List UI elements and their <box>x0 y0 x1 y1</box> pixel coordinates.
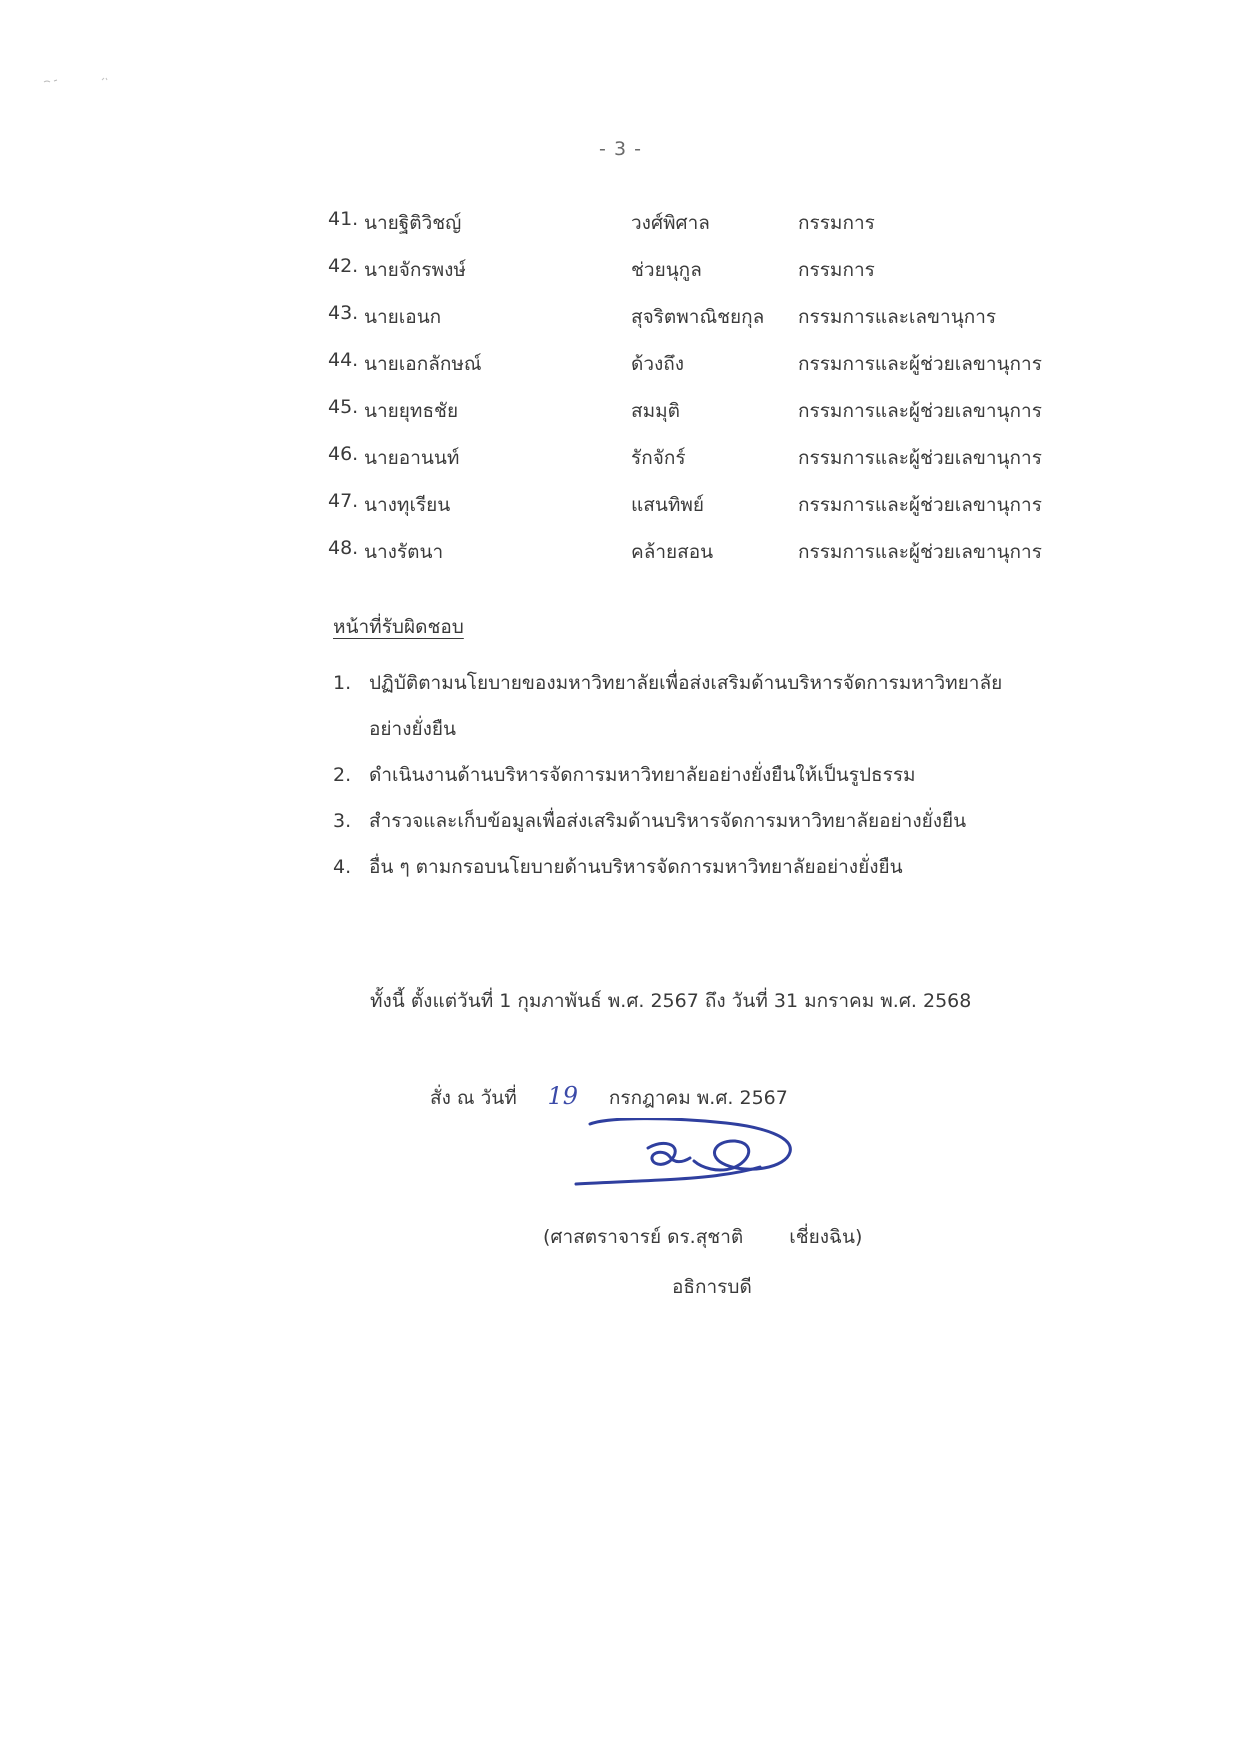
member-list <box>328 208 1108 584</box>
member-role: กรรมการ <box>798 212 875 234</box>
member-number: 41. <box>328 208 359 230</box>
page-number: - 3 - <box>599 138 642 160</box>
member-name: นายยุทธชัย <box>364 400 459 422</box>
member-role: กรรมการ <box>798 259 875 281</box>
item-text: สำรวจและเก็บข้อมูลเพื่อส่งเสริมด้านบริหารจัดการมหาวิทยาลัยอย่างยั่งยืน <box>369 810 967 832</box>
item-number: 1. <box>333 672 352 694</box>
member-name: นายอานนท์ <box>364 447 460 469</box>
member-surname: คล้ายสอน <box>631 541 714 563</box>
item-number: 2. <box>333 764 352 786</box>
member-number: 48. <box>328 537 359 559</box>
responsibilities-list <box>333 660 1113 890</box>
signature-mark <box>568 1118 818 1190</box>
signer-name <box>543 1222 862 1252</box>
item-text: ปฏิบัติตามนโยบายของมหาวิทยาลัยเพื่อส่งเสริมด้านบริหารจัดการมหาวิทยาลัย <box>369 672 1003 694</box>
member-surname: ช่วยนุกูล <box>631 259 702 281</box>
signer-title: อธิการบดี <box>672 1276 752 1298</box>
member-name: นางทุเรียน <box>364 494 451 516</box>
member-number: 43. <box>328 302 359 324</box>
member-row <box>328 302 1108 349</box>
member-name: นางรัตนา <box>364 541 444 563</box>
signer-name-first: (ศาสตราจารย์ ดร.สุชาติ <box>543 1226 744 1248</box>
member-name: นายเอกลักษณ์ <box>364 353 482 375</box>
member-name: นายเอนก <box>364 306 442 328</box>
list-item <box>333 752 1113 798</box>
member-number: 47. <box>328 490 359 512</box>
item-number: 3. <box>333 810 352 832</box>
member-role: กรรมการและเลขานุการ <box>798 306 997 328</box>
scan-marks <box>40 72 130 88</box>
member-surname: สมมุติ <box>631 400 680 422</box>
member-row <box>328 208 1108 255</box>
list-item <box>333 844 1113 890</box>
list-item <box>333 660 1113 752</box>
order-date-prefix: สั่ง ณ วันที่ <box>430 1087 517 1109</box>
member-row <box>328 349 1108 396</box>
member-surname: ด้วงถึง <box>631 353 685 375</box>
item-text-continued: อย่างยั่งยืน <box>369 718 457 740</box>
member-surname: วงศ์พิศาล <box>631 212 710 234</box>
list-item <box>333 798 1113 844</box>
responsibilities-heading: หน้าที่รับผิดชอบ <box>333 616 464 638</box>
member-surname: แสนทิพย์ <box>631 494 705 516</box>
member-surname: สุจริตพาณิชยกุล <box>631 306 765 328</box>
item-number: 4. <box>333 856 352 878</box>
member-row <box>328 537 1108 584</box>
order-date-month-year: กรกฎาคม พ.ศ. 2567 <box>608 1087 788 1109</box>
order-date <box>430 1082 788 1113</box>
member-role: กรรมการและผู้ช่วยเลขานุการ <box>798 400 1042 422</box>
effective-period: ทั้งนี้ ตั้งแต่วันที่ 1 กุมภาพันธ์ พ.ศ. 2567 ถึง วันที่ 31 มกราคม พ.ศ. 2568 <box>370 990 972 1012</box>
member-number: 45. <box>328 396 359 418</box>
member-name: นายจักรพงษ์ <box>364 259 466 281</box>
member-number: 44. <box>328 349 359 371</box>
member-surname: รักจักร์ <box>631 447 686 469</box>
member-role: กรรมการและผู้ช่วยเลขานุการ <box>798 447 1042 469</box>
member-row <box>328 443 1108 490</box>
member-number: 42. <box>328 255 359 277</box>
member-row <box>328 490 1108 537</box>
member-role: กรรมการและผู้ช่วยเลขานุการ <box>798 353 1042 375</box>
signer-name-last: เชี่ยงฉิน) <box>789 1226 863 1248</box>
member-row <box>328 255 1108 302</box>
member-number: 46. <box>328 443 359 465</box>
member-role: กรรมการและผู้ช่วยเลขานุการ <box>798 541 1042 563</box>
order-date-day: 19 <box>547 1082 579 1110</box>
member-row <box>328 396 1108 443</box>
item-text: อื่น ๆ ตามกรอบนโยบายด้านบริหารจัดการมหาวิทยาลัยอย่างยั่งยืน <box>369 856 903 878</box>
item-text: ดำเนินงานด้านบริหารจัดการมหาวิทยาลัยอย่างยั่งยืนให้เป็นรูปธรรม <box>369 764 916 786</box>
member-name: นายฐิติวิชญ์ <box>364 212 462 234</box>
member-role: กรรมการและผู้ช่วยเลขานุการ <box>798 494 1042 516</box>
